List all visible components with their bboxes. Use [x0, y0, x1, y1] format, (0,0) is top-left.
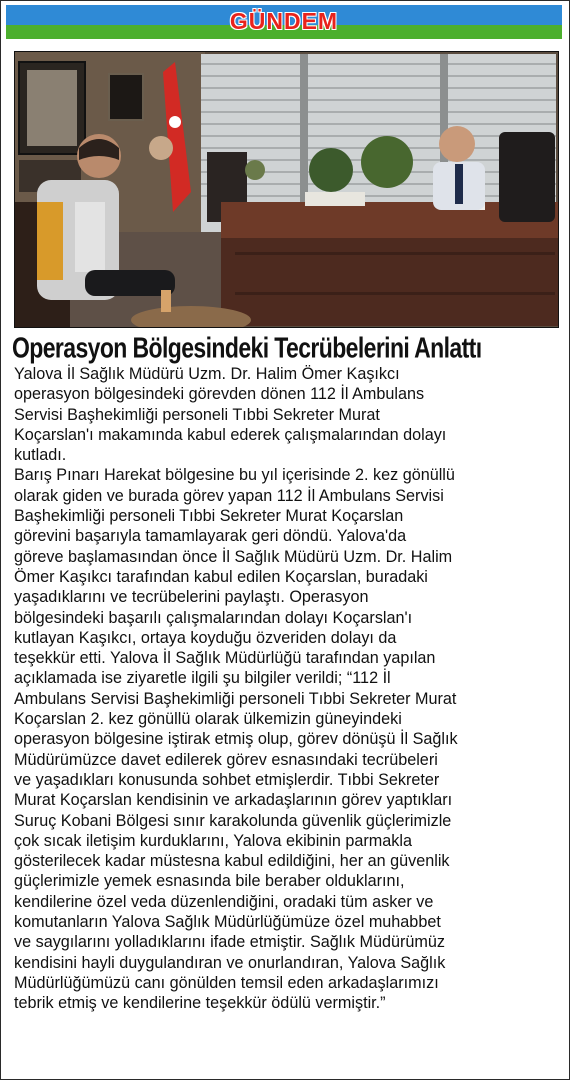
article-line: kendilerine özel veda düzenlendiğini, oradaki tüm asker ve	[14, 892, 434, 911]
article-line: göreve başlamasından önce İl Sağlık Müdürü Uzm. Dr. Halim	[14, 547, 453, 566]
article-line: kendisini hayli duygulandıran ve onurlandıran, Yalova Sağlık	[14, 953, 446, 972]
article-line: Müdürümüzce davet edilerek görev esnasındaki tecrübeleri	[14, 750, 438, 769]
article-line: Müdürlüğümüzü canı gönülden temsil eden arkadaşlarımızı	[14, 973, 439, 992]
article-headline: Operasyon Bölgesindeki Tecrübelerini Anlattı	[12, 331, 482, 364]
article-line: Ambulans Servisi Başhekimliği personeli Tıbbi Sekreter Murat	[14, 689, 457, 708]
article-line: gösterilecek kadar müstesna kabul edildiğini, her an güvenlik	[14, 852, 450, 871]
article-line: Barış Pınarı Harekat bölgesine bu yıl içerisinde 2. kez gönüllü	[14, 466, 455, 485]
article-line: kutladı.	[14, 446, 67, 465]
article-line: çok sıcak iletişim kurduklarını, Yalova ekibinin parmakla	[14, 831, 412, 850]
article-line: Suruç Kobani Bölgesi sınır karakolunda güvenlik güçlerimizle	[14, 811, 452, 830]
article-body	[14, 364, 559, 1014]
article-line: bölgesindeki başarılı çalışmalarından dolayı Koçarslan'ı	[14, 608, 413, 627]
article-line: güçlerimizle yemek esnasında bile beraber olduklarını,	[14, 872, 405, 891]
article-line: Koçarslan 2. kez gönüllü olarak ülkemizin güneyindeki	[14, 710, 402, 729]
article-line: komutanların Yalova Sağlık Müdürlüğümüze özel muhabbet	[14, 913, 441, 932]
article-line: açıklamada ise ziyaretle ilgili şu bilgiler verildi; “112 İl	[14, 669, 391, 688]
section-title: GÜNDEM	[229, 8, 339, 34]
article-line: kutlayan Kaşıkcı, ortaya koyduğu özveriden dolayı da	[14, 628, 397, 647]
article-line: ve saygılarını yolladıklarını ifade etmiştir. Sağlık Müdürümüz	[14, 933, 445, 952]
article-line: operasyon bölgesine iştirak etmiş olup, görev dönüşü İl Sağlık	[14, 730, 458, 749]
article-line: görevini başarıyla tamamlayarak geri döndü. Yalova'da	[14, 527, 407, 546]
article-line: olarak giden ve burada görev yapan 112 İl Ambulans Servisi	[14, 486, 444, 505]
article-line: Yalova İl Sağlık Müdürü Uzm. Dr. Halim Ömer Kaşıkcı	[14, 365, 400, 383]
article-line: Başhekimliği personeli Tıbbi Sekreter Murat Koçarslan	[14, 507, 404, 526]
article-line: operasyon bölgesindeki görevden dönen 112 İl Ambulans	[14, 385, 425, 404]
article-line: Servisi Başhekimliği personeli Tıbbi Sekreter Murat	[14, 405, 380, 424]
section-banner	[6, 5, 562, 39]
article-line: Murat Koçarslan kendisinin ve arkadaşlarının görev yaptıkları	[14, 791, 453, 810]
article-line: Koçarslan'ı makamında kabul ederek çalışmalarından dolayı	[14, 425, 447, 444]
article-line: teşekkür etti. Yalova İl Sağlık Müdürlüğü tarafından yapılan	[14, 649, 436, 668]
news-photo	[14, 51, 559, 328]
article-line: ve yaşadıkları konusunda sohbet etmişlerdir. Tıbbi Sekreter	[14, 770, 440, 789]
article-line: tebrik etmiş ve kendilerine teşekkür ödülü vermiştir.”	[14, 994, 386, 1013]
photo-icon	[15, 52, 558, 327]
article-line: yaşadıklarını ve tecrübelerini paylaştı. Operasyon	[14, 588, 369, 607]
article-line: Ömer Kaşıkcı tarafından kabul edilen Koçarslan, buradaki	[14, 567, 428, 586]
